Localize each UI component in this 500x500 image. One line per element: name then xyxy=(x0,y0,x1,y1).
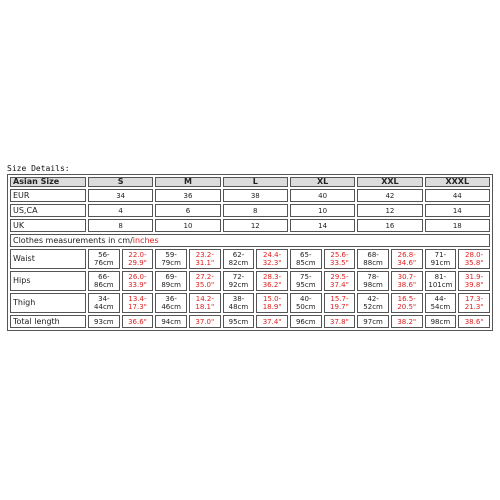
size-cell: 42 xyxy=(357,189,422,202)
size-header-row xyxy=(10,177,490,187)
inch-cell: 37.8" xyxy=(324,315,356,328)
size-cell: 40 xyxy=(290,189,355,202)
cm-cell: 66-86cm xyxy=(88,271,120,291)
thigh-row xyxy=(10,293,490,313)
inch-cell: 14.2-18.1" xyxy=(189,293,221,313)
cm-cell: 78-98cm xyxy=(357,271,389,291)
inch-cell: 28.3-36.2" xyxy=(256,271,288,291)
cm-cell: 98cm xyxy=(425,315,457,328)
inch-cell: 15.7-19.7" xyxy=(324,293,356,313)
inch-cell: 16.5-20.5" xyxy=(391,293,423,313)
cm-cell: 97cm xyxy=(357,315,389,328)
inch-cell: 15.0-18.9" xyxy=(256,293,288,313)
cm-cell: 94cm xyxy=(155,315,187,328)
row-label: US,CA xyxy=(10,204,86,217)
size-cell: 36 xyxy=(155,189,220,202)
row-label: Waist xyxy=(10,249,86,269)
size-cell: 34 xyxy=(88,189,153,202)
us-ca-row xyxy=(10,204,490,217)
size-cell: 8 xyxy=(88,219,153,232)
eur-row xyxy=(10,189,490,202)
row-label: Total length xyxy=(10,315,86,328)
waist-row xyxy=(10,249,490,269)
inch-cell: 23.2-31.1" xyxy=(189,249,221,269)
inch-cell: 37.0" xyxy=(189,315,221,328)
size-cell: 18 xyxy=(425,219,490,232)
inch-cell: 22.0-29.9" xyxy=(122,249,154,269)
size-cell: 14 xyxy=(425,204,490,217)
total-length-row xyxy=(10,315,490,328)
cm-cell: 72-92cm xyxy=(223,271,255,291)
cm-cell: 69-89cm xyxy=(155,271,187,291)
size-details-title: Size Details: xyxy=(7,164,70,173)
row-label: EUR xyxy=(10,189,86,202)
cm-cell: 42-52cm xyxy=(357,293,389,313)
size-cell: 44 xyxy=(425,189,490,202)
cm-cell: 95cm xyxy=(223,315,255,328)
size-cell: 4 xyxy=(88,204,153,217)
inch-cell: 26.0-33.9" xyxy=(122,271,154,291)
size-header-m: M xyxy=(155,177,220,187)
size-cell: 12 xyxy=(223,219,288,232)
inch-cell: 17.3-21.3" xyxy=(458,293,490,313)
inch-cell: 38.2" xyxy=(391,315,423,328)
hips-row xyxy=(10,271,490,291)
measurements-heading-inches: inches xyxy=(132,235,159,245)
size-cell: 8 xyxy=(223,204,288,217)
size-cell: 14 xyxy=(290,219,355,232)
size-cell: 6 xyxy=(155,204,220,217)
inch-cell: 38.6" xyxy=(458,315,490,328)
measurements-heading-row xyxy=(10,234,490,247)
size-cell: 16 xyxy=(357,219,422,232)
cm-cell: 75-95cm xyxy=(290,271,322,291)
inch-cell: 25.6-33.5" xyxy=(324,249,356,269)
cm-cell: 81-101cm xyxy=(425,271,457,291)
inch-cell: 31.9-39.8" xyxy=(458,271,490,291)
size-header-xxxl: XXXL xyxy=(425,177,490,187)
cm-cell: 65-85cm xyxy=(290,249,322,269)
size-cell: 10 xyxy=(290,204,355,217)
size-chart-table xyxy=(7,174,493,331)
cm-cell: 62-82cm xyxy=(223,249,255,269)
cm-cell: 36-46cm xyxy=(155,293,187,313)
cm-cell: 40-50cm xyxy=(290,293,322,313)
inch-cell: 13.4-17.3" xyxy=(122,293,154,313)
inch-cell: 37.4" xyxy=(256,315,288,328)
inch-cell: 30.7-38.6" xyxy=(391,271,423,291)
row-label: Hips xyxy=(10,271,86,291)
inch-cell: 27.2-35.0" xyxy=(189,271,221,291)
inch-cell: 26.8-34.6" xyxy=(391,249,423,269)
cm-cell: 96cm xyxy=(290,315,322,328)
size-cell: 12 xyxy=(357,204,422,217)
cm-cell: 71-91cm xyxy=(425,249,457,269)
measurements-heading-prefix: Clothes measurements in cm/ xyxy=(13,235,133,245)
asian-size-header: Asian Size xyxy=(10,177,86,187)
inch-cell: 28.0-35.8" xyxy=(458,249,490,269)
row-label: Thigh xyxy=(10,293,86,313)
cm-cell: 59-79cm xyxy=(155,249,187,269)
size-header-xxl: XXL xyxy=(357,177,422,187)
size-cell: 10 xyxy=(155,219,220,232)
size-header-l: L xyxy=(223,177,288,187)
inch-cell: 24.4-32.3" xyxy=(256,249,288,269)
cm-cell: 93cm xyxy=(88,315,120,328)
inch-cell: 36.6" xyxy=(122,315,154,328)
row-label: UK xyxy=(10,219,86,232)
size-cell: 38 xyxy=(223,189,288,202)
cm-cell: 56-76cm xyxy=(88,249,120,269)
size-header-xl: XL xyxy=(290,177,355,187)
cm-cell: 68-88cm xyxy=(357,249,389,269)
measurements-heading xyxy=(10,234,490,247)
cm-cell: 34-44cm xyxy=(88,293,120,313)
cm-cell: 38-48cm xyxy=(223,293,255,313)
inch-cell: 29.5-37.4" xyxy=(324,271,356,291)
size-header-s: S xyxy=(88,177,153,187)
uk-row xyxy=(10,219,490,232)
cm-cell: 44-54cm xyxy=(425,293,457,313)
